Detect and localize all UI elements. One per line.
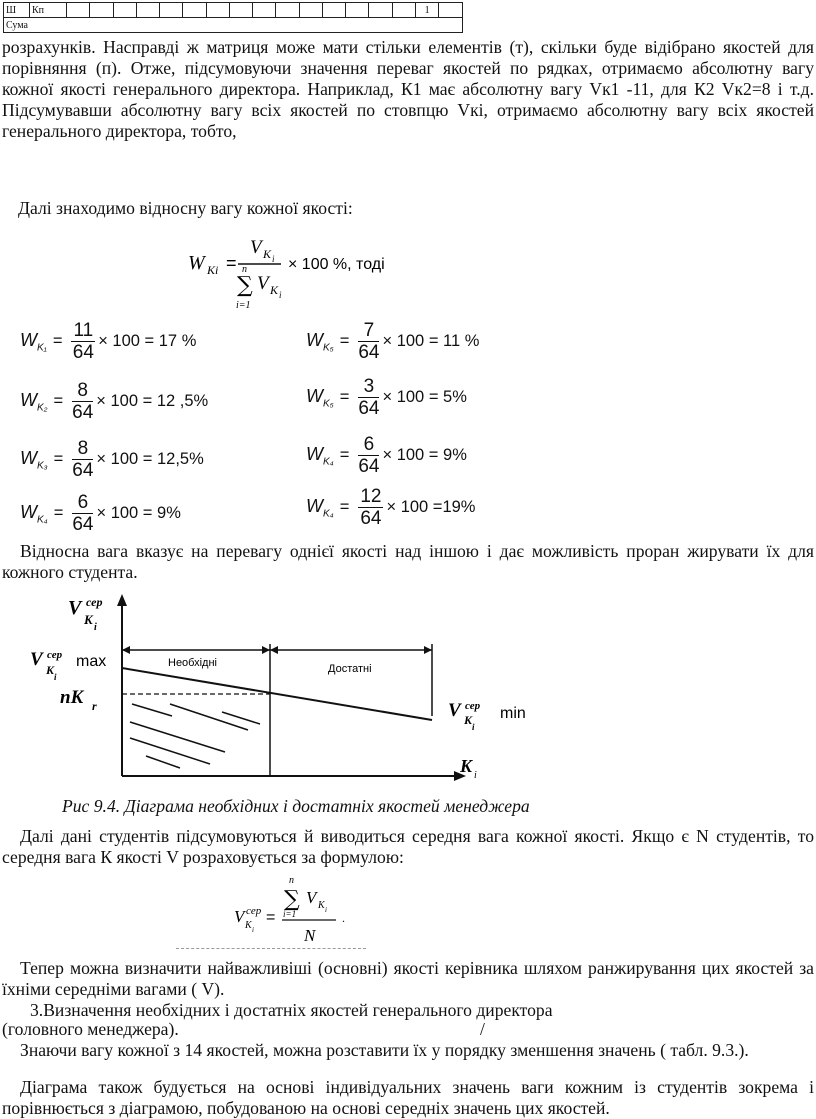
weight-row: $W_{K_4}$ = $\frac{6}{64}$ × 100 = 9% (306, 434, 467, 477)
section-heading (30, 1000, 810, 1021)
weight-denominator: 64 (72, 460, 94, 481)
svg-text:i: i (54, 672, 57, 682)
weight-row: $W_{K_4}$ = $\frac{6}{64}$ × 100 = 9% (20, 492, 181, 535)
weight-fraction (72, 438, 93, 481)
formula-relative-weight-svg (188, 232, 428, 316)
weight-symbol: $W_{K_3}$ (20, 447, 48, 472)
paragraph-ranking (2, 958, 814, 1000)
min-label: min (500, 705, 526, 722)
text-p2: Далі знаходимо відносну вагу кожної якості: (18, 198, 353, 218)
table-cell (206, 3, 229, 18)
formula-sum-top: n (242, 264, 247, 275)
formula-average (230, 874, 370, 948)
weight-symbol: $W_{K_4}$ (20, 501, 48, 526)
text-p5: Тепер можна визначити найважливіші (основні) якості керівника шляхом ранжирування цих якостей за їхніми середніми вагами ( V). (2, 958, 814, 999)
avg-sum-bottom: i=1 (283, 909, 297, 919)
y-axis-label: V (68, 597, 82, 619)
svg-text:K: K (46, 663, 55, 677)
paragraph-diagram-note (2, 1077, 814, 1119)
weight-symbol: $W_{K_1}$ (20, 329, 47, 354)
avg-sum-top: n (289, 875, 294, 886)
svg-text:V: V (448, 700, 461, 721)
paragraph-relative-weight (18, 198, 808, 219)
weight-numerator: 11 (73, 320, 94, 341)
formula-relative-weight (188, 232, 428, 312)
svg-text:сер: сер (465, 700, 481, 712)
table-cell: Кп (29, 3, 66, 18)
text-p7: Знаючи вагу кожної з 14 якостей, можна розставити їх у порядку зменшення значень ( табл. 9.3.). (20, 1040, 749, 1060)
text-p8: Діаграма також будується на основі індивідуальних значень ваги кожним із студентів зокрема і порівнюється з діаграмою, побудованою на основі середніх значень цих якостей. (2, 1077, 814, 1118)
svg-text:=: = (226, 253, 237, 273)
weight-row: $W_{K_5}$ = $\frac{7}{64}$ × 100 = 11 % (306, 320, 480, 363)
zone-label-necessary: Необхідні (168, 657, 217, 669)
y-axis-sub: K (84, 612, 93, 627)
formula-den-v: V (257, 273, 269, 294)
avg-lhs-sup: cep (246, 905, 262, 917)
header-table (3, 2, 463, 33)
weight-row: $W_{K_5}$ = $\frac{3}{64}$ × 100 = 5% (306, 376, 467, 419)
weight-denominator: 64 (72, 402, 94, 423)
weight-numerator: 3 (358, 376, 379, 398)
table-cell (346, 3, 369, 18)
x-axis-sub: i (474, 770, 477, 781)
weight-result: × 100 = 12,5% (96, 450, 204, 468)
weight-row: $W_{K_1}$ = $\frac{11}{64}$ × 100 = 17 % (20, 320, 197, 363)
weight-symbol: $W_{K_4}$ (306, 495, 334, 520)
svg-text:K: K (464, 713, 473, 727)
weight-denominator: 64 (358, 398, 380, 419)
table-cell (322, 3, 345, 18)
weight-result: × 100 =19% (386, 498, 476, 516)
formula-num-sub: K (263, 247, 272, 261)
table-row (4, 3, 463, 18)
table-cell (183, 3, 206, 18)
nkr-label: nK (60, 687, 84, 708)
weight-row: $W_{K_2}$ = $\frac{8}{64}$ × 100 = 12 ,5% (20, 380, 209, 423)
formula-sum-bottom: i=1 (236, 300, 251, 311)
figure-caption (62, 796, 802, 817)
paragraph-relative-note (2, 541, 814, 583)
nkr-sub: r (92, 699, 97, 713)
formula-lhs: W (188, 252, 205, 274)
weight-curve (122, 668, 432, 720)
max-label: max (76, 653, 107, 670)
text-p6b: (головного менеджера). (2, 1019, 179, 1039)
y-axis-arrow-icon (117, 594, 127, 606)
table-cell: 1 (415, 3, 439, 18)
table-cell (136, 3, 159, 18)
text-p6a: 3.Визначення необхідних і достатніх якостей генерального директора (30, 1000, 553, 1020)
avg-num: V (306, 888, 317, 907)
weight-denominator: 64 (72, 342, 94, 363)
paragraph-intro (2, 37, 814, 142)
text-p3: Відносна вага вказує на перевагу однієї якості над іншою і дає можливість проран жирувати їх для кожного студента. (2, 541, 814, 582)
avg-num-subsub: i (325, 906, 327, 914)
table-cell (439, 3, 463, 18)
weight-result: × 100 = 5% (382, 388, 467, 406)
weight-result: × 100 = 9% (382, 446, 467, 464)
table-cell (160, 3, 183, 18)
svg-text:.: . (342, 911, 345, 925)
table-cell (369, 3, 392, 18)
scan-artifact (176, 948, 366, 949)
table-cell (90, 3, 113, 18)
avg-sum-symbol: ∑ (284, 887, 300, 912)
weight-symbol: $W_{K_5}$ (306, 329, 334, 354)
svg-text:K: K (270, 283, 279, 297)
table-cell (229, 3, 252, 18)
weight-denominator: 64 (360, 508, 382, 529)
svg-text:V: V (30, 649, 43, 670)
weight-numerator: 6 (72, 492, 93, 514)
weight-fraction (358, 486, 383, 529)
formula-times: × 100 %, тоді (288, 256, 385, 273)
avg-lhs: V (234, 907, 245, 926)
avg-den: N (304, 926, 316, 945)
formula-sum-symbol: ∑ (237, 273, 253, 298)
weight-numerator: 8 (72, 380, 93, 402)
weight-fraction (358, 376, 379, 419)
weight-symbol: $W_{K_4}$ (306, 443, 334, 468)
avg-eq: = (266, 909, 276, 926)
weight-fraction (358, 320, 379, 363)
formula-lhs-sub: Ki (207, 263, 219, 277)
text-p1: розрахунків. Насправді ж матриця може мати стільки елементів (т), скільки буде відібрано якостей для порівняння (п). Отже, підсумовуючи значення переваг якостей по рядках, отримаємо абсолютну вагу кожної якості генерального директора. Наприклад, К1 має абсолютну вагу Vк1 -11, для К2 Vк2=8 і т.д. Підсумувавши абсолютну вагу всіх якостей по стовпцю Vкі, отримаємо абсолютну вагу всіх якостей генерального директора, тобто, (2, 37, 814, 141)
svg-text:сер: сер (47, 649, 63, 661)
weight-fraction (71, 320, 95, 363)
weight-row: $W_{K_4}$ = $\frac{12}{64}$ × 100 =19% (306, 486, 476, 529)
table-cell: Ш (4, 3, 30, 18)
table-cell (113, 3, 136, 18)
weight-numerator: 7 (358, 320, 379, 342)
avg-lhs-subsub: i (252, 926, 254, 934)
weight-result: × 100 = 17 % (98, 332, 197, 350)
y-axis-sup: сер (86, 595, 103, 609)
svg-text:i: i (472, 722, 475, 732)
formula-num-subsub: i (272, 254, 275, 264)
weight-numerator: 8 (72, 438, 93, 460)
weight-result: × 100 = 11 % (382, 332, 480, 350)
paragraph-average (2, 826, 814, 868)
zone-label-sufficient: Достатні (328, 663, 372, 675)
svg-text:i: i (279, 290, 282, 300)
avg-lhs-sub: K (245, 920, 252, 931)
table-cell (253, 3, 276, 18)
diagram-qualities (20, 592, 540, 792)
table-cell (299, 3, 322, 18)
weight-symbol: $W_{K_2}$ (20, 389, 48, 414)
weight-fraction (358, 434, 379, 477)
weight-fraction (72, 492, 93, 535)
table-cell-sum: Сума (4, 18, 463, 33)
table-cell (392, 3, 415, 18)
weight-numerator: 6 (358, 434, 379, 456)
y-axis-subsub: i (94, 622, 97, 633)
table-row (4, 18, 463, 33)
weight-result: × 100 = 9% (96, 504, 181, 522)
x-axis-label: K (460, 756, 473, 776)
text-p4: Далі дані студентів підсумовуються й виводиться середня вага кожної якості. Якщо є N студентів, то середня вага К якості V розраховується за формулою: (2, 826, 814, 867)
weight-row: $W_{K_3}$ = $\frac{8}{64}$ × 100 = 12,5% (20, 438, 204, 481)
formula-num: V (250, 237, 262, 258)
avg-num-sub: K (318, 900, 325, 911)
weight-result: × 100 = 12 ,5% (96, 392, 209, 410)
weight-denominator: 64 (358, 342, 380, 363)
table-cell (276, 3, 299, 18)
slash-mark: / (480, 1019, 485, 1039)
paragraph-order (2, 1040, 814, 1061)
table-cell (67, 3, 90, 18)
section-heading-cont (2, 1019, 814, 1040)
weight-denominator: 64 (72, 514, 94, 535)
weight-fraction (72, 380, 93, 423)
weight-denominator: 64 (358, 456, 380, 477)
weight-numerator: 12 (360, 486, 382, 507)
weight-symbol: $W_{K_5}$ (306, 385, 334, 410)
text-caption: Рис 9.4. Діаграма необхідних і достатніх якостей менеджера (62, 796, 530, 816)
